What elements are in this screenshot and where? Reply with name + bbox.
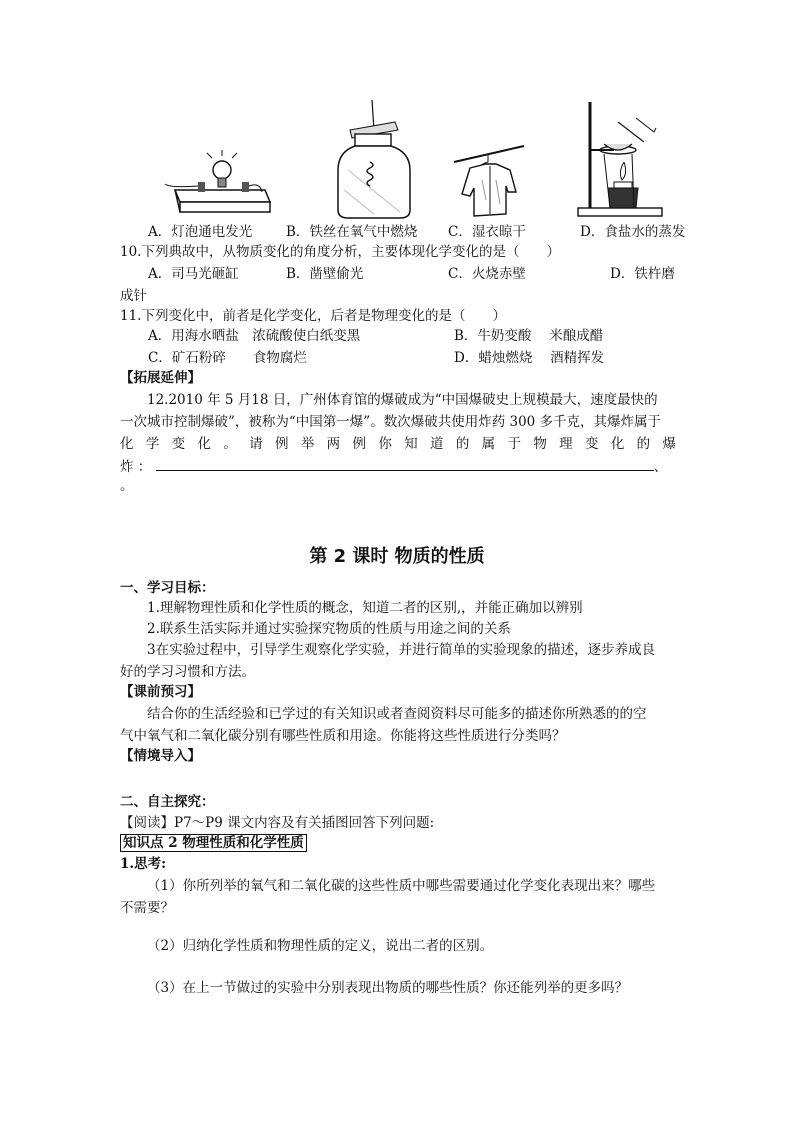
- bulb-circuit-figure: [160, 150, 275, 220]
- caption-c: C．湿衣晾干: [448, 224, 526, 240]
- q10-option-d: D．铁杵磨: [610, 266, 675, 282]
- q12-line4-prefix: 炸 ：: [120, 459, 152, 475]
- think-q1b: 不需要？: [120, 900, 174, 916]
- q10-option-b: B．凿壁偷光: [286, 266, 364, 282]
- q12-line5: 。: [120, 478, 134, 494]
- q11-option-c: C．矿石粉碎 食物腐烂: [148, 350, 307, 366]
- q10-stem: 10.下列典故中，从物质变化的角度分析，主要体现化学变化的是（ ）: [120, 244, 560, 260]
- caption-d: D．食盐水的蒸发: [580, 224, 686, 240]
- preview-line1: 结合你的生活经验和已学过的有关知识或者查阅资料尽可能多的描述你所熟悉的的空: [147, 706, 647, 722]
- q10-option-d-cont: 成针: [120, 288, 147, 304]
- goal-2: 2.联系生活实际并通过实验探究物质的性质与用途之间的关系: [147, 621, 511, 637]
- q11-option-d: D．蜡烛燃烧 酒精挥发: [454, 350, 605, 366]
- think-q3: （3）在上一节做过的实验中分别表现出物质的哪些性质？你还能列举的更多吗？: [147, 980, 629, 996]
- caption-b: B．铁丝在氧气中燃烧: [286, 224, 418, 240]
- situation-heading: 【情境导入】: [120, 748, 201, 764]
- iron-wire-jar-figure: [330, 100, 415, 220]
- lesson-title: 第 2 课时 物质的性质: [309, 546, 485, 567]
- goal-1: 1.理解物理性质和化学性质的概念，知道二者的区别,，并能正确加以辨别: [147, 600, 583, 616]
- goal-3b: 好的学习习惯和方法。: [120, 664, 255, 680]
- extend-heading: 【拓展延伸】: [120, 370, 201, 386]
- preview-line2: 气中氧气和二氧化碳分别有哪些性质和用途。你能将这些性质进行分类吗？: [120, 728, 566, 744]
- sec2-heading: 二、自主探究：: [120, 794, 215, 810]
- q12-line1: 12.2010 年 5 月18 日，广州体育馆的爆破成为“中国爆破史上规模最大，速度最快的: [147, 392, 658, 408]
- sec1-heading: 一、学习目标：: [120, 580, 215, 596]
- q11-option-b: B．牛奶变酸 米酿成醋: [454, 328, 604, 344]
- q12-answer-blank[interactable]: [156, 456, 654, 471]
- q10-option-a: A．司马光砸缸: [148, 266, 239, 282]
- think-q2: （2）归纳化学性质和物理性质的定义，说出二者的区别。: [147, 938, 494, 954]
- q10-options: [148, 264, 675, 284]
- drying-clothes-figure: [452, 140, 527, 220]
- figure-captions-row: [148, 222, 685, 242]
- preview-heading: 【课前预习】: [120, 684, 201, 700]
- q11-stem: 11.下列变化中，前者是化学变化，后者是物理变化的是（ ）: [120, 308, 506, 324]
- q12-line2: 一次城市控制爆破”，被称为“中国第一爆”。数次爆破共使用炸药 300 多千克，其爆炸属于: [120, 414, 662, 430]
- knowledge-point-box: [120, 833, 307, 853]
- q10-option-c: C．火烧赤壁: [448, 266, 526, 282]
- knowledge-point-label: 知识点 2 物理性质和化学性质: [120, 834, 307, 852]
- q12-line4-suffix: 、: [653, 459, 668, 475]
- think-heading: 1.思考:: [120, 856, 167, 872]
- think-q1a: （1）你所列举的氧气和二氧化碳的这些性质中哪些需要通过化学变化表现出来？哪些: [147, 878, 656, 894]
- q12-line3: 化 学 变 化 。 请 例 举 两 例 你 知 道 的 属 于 物 理 变 化 的 爆: [120, 436, 676, 452]
- q12-line4: [120, 456, 667, 477]
- q11-options-row2: [148, 348, 604, 368]
- read-instruction: 【阅读】P7～P9 课文内容及有关插图回答下列问题:: [120, 815, 435, 831]
- q11-option-a: A．用海水晒盐 浓硫酸使白纸变黑: [148, 328, 361, 344]
- goal-3a: 3在实验过程中，引导学生观察化学实验，并进行简单的实验现象的描述，逐步养成良: [147, 642, 656, 658]
- evaporation-apparatus-figure: [574, 98, 664, 220]
- caption-a: A．灯泡通电发光: [148, 224, 253, 240]
- q11-options-row1: [148, 326, 603, 346]
